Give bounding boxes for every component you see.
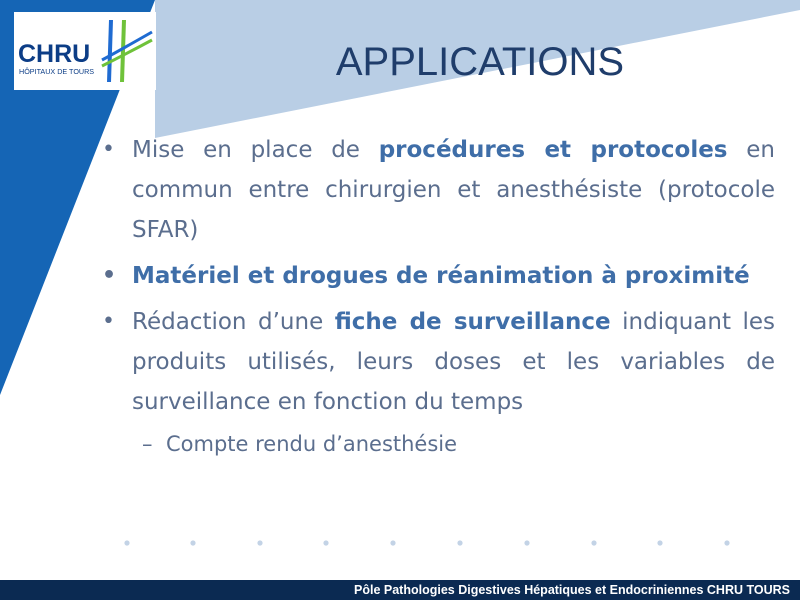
slide-title: APPLICATIONS: [335, 40, 625, 84]
bullet-text: Rédaction d’une: [132, 309, 335, 335]
logo-subtitle-text: HÔPITAUX DE TOURS: [19, 67, 95, 76]
chru-logo: [14, 12, 156, 90]
bullet-emphasis: procédures et protocoles: [378, 137, 728, 163]
bullet-dot-icon: •: [102, 137, 115, 162]
bullet-list: [100, 130, 775, 462]
bullet-dot-icon: •: [102, 263, 117, 288]
decorative-dots: [0, 536, 800, 550]
bullet-item-materiel: [100, 256, 775, 296]
bullet-item-fiche: [100, 302, 775, 422]
sub-bullet-text: Compte rendu d’anesthésie: [166, 432, 458, 456]
bullet-text: en commun entre chirurgien et anesthésiste (protocole SFAR): [132, 137, 775, 243]
bullet-emphasis: fiche de surveillance: [334, 309, 611, 335]
footer-text: Pôle Pathologies Digestives Hépatiques et Endocriniennes CHRU TOURS: [354, 583, 790, 597]
bullet-emphasis: Matériel et drogues de réanimation à proximité: [132, 263, 750, 289]
footer-bar: [0, 580, 800, 600]
sub-bullet-item: [100, 426, 775, 462]
bullet-text: Mise en place de: [132, 137, 379, 163]
dash-icon: –: [142, 432, 153, 456]
bullet-text: indiquant les produits utilisés, leurs doses et les variables de surveillance en fonction du temps: [132, 309, 775, 415]
bullet-item-procedures: [100, 130, 775, 250]
bullet-dot-icon: •: [102, 309, 115, 334]
logo-brand-text: CHRU: [18, 40, 91, 68]
